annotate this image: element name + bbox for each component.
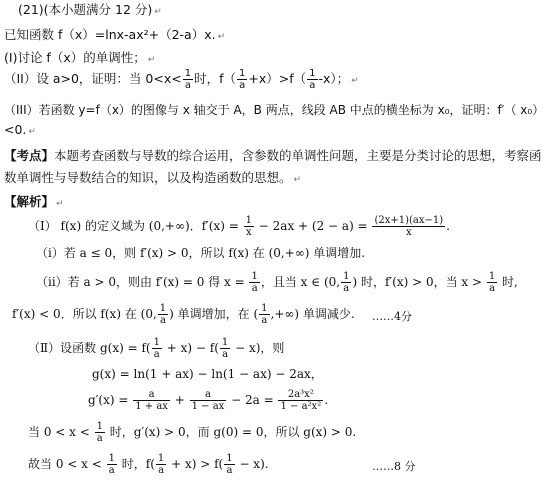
problem-number: (21)(本小题满分 12 分) ↵ (18, 2, 162, 17)
solution-2-define-g: （Ⅱ）设函数 g(x) = f( $\frac{1}{a}$ + x) − f( $\frac{1}{a}$ − x)，则 (28, 337, 285, 360)
jiexi-tag: 【解析】 ↵ (4, 194, 64, 209)
kaodian-line-2: 数单调性与导数结合的知识，以及构造函数的思想。 ↵ (4, 170, 302, 185)
kaodian-line-1: 【考点】本题考查函数与导数的综合运用，含参数的单调性问题，主要是分类讨论的思想，考察函 (4, 148, 542, 163)
problem-part-3: （III）若函数 y=f（x）的图像与 x 轴交于 A，B 两点，线段 AB 中点的横坐标为 x₀，证明：f′（ x₀） (4, 103, 544, 117)
score-4: ……4分 (372, 310, 412, 323)
solution-case-1: （ⅰ）若 a ≤ 0，则 f′(x) > 0，所以 f(x) 在 (0,+∞) 单调增加. (36, 246, 366, 260)
solution-case-2: （ⅱ）若 a > 0，则由 f′(x) = 0 得 x = $\frac{1}{a}$ ，且当 x ∈ (0, $\frac{1}{a}$ ) 时，f′(x) > 0，当 x > $\frac{1}{a}$ 时, (36, 271, 518, 294)
problem-part-1: (I)讨论 f（x）的单调性； ↵ (4, 50, 156, 65)
solution-1-derivative: （Ⅰ） f(x) 的定义域为 (0,+∞)．f′(x) = $\frac{1}{x}$ − 2ax + (2 − a) = $\frac{(2x+1)(ax-1)}{x}$ . (28, 215, 450, 238)
solution-2-conclusion: 故当 0 < x < $\frac{1}{a}$ 时，f( $\frac{1}{a}$ + x) > f( $\frac{1}{a}$ − x). (28, 453, 269, 476)
solution-2-sign: 当 0 < x < $\frac{1}{a}$ 时，g′(x) > 0，而 g(0) = 0，所以 g(x) > 0. (28, 421, 357, 444)
problem-part-3-end: <0. ↵ (4, 122, 36, 137)
solution-2-g-derivative: g′(x) = $\frac{a}{1 + ax}$ + $\frac{a}{1 - ax}$ − 2a = $\frac{\text{2a³x²}}{\text{1 − a²x²}}$ . (88, 389, 329, 412)
solution-case-2-conclusion: f′(x) < 0．所以 f(x) 在 (0, $\frac{1}{a}$ ) 单调增加，在 ( $\frac{1}{a}$ ,+∞) 单调减少. (12, 303, 355, 326)
solution-2-g-expression: g(x) = ln(1 + ax) − ln(1 − ax) − 2ax， (92, 367, 323, 381)
problem-given: 已知函数 f（x）=lnx-ax²+（2-a）x. ↵ (4, 27, 226, 42)
problem-part-2: （II）设 a>0，证明：当 0<x< $\frac{1}{a}$ 时，f（ $\frac{1}{a}$ +x）>f（ $\frac{1}{a}$ -x）； ↵ (4, 68, 359, 91)
score-8: ……8 分 (372, 460, 416, 473)
